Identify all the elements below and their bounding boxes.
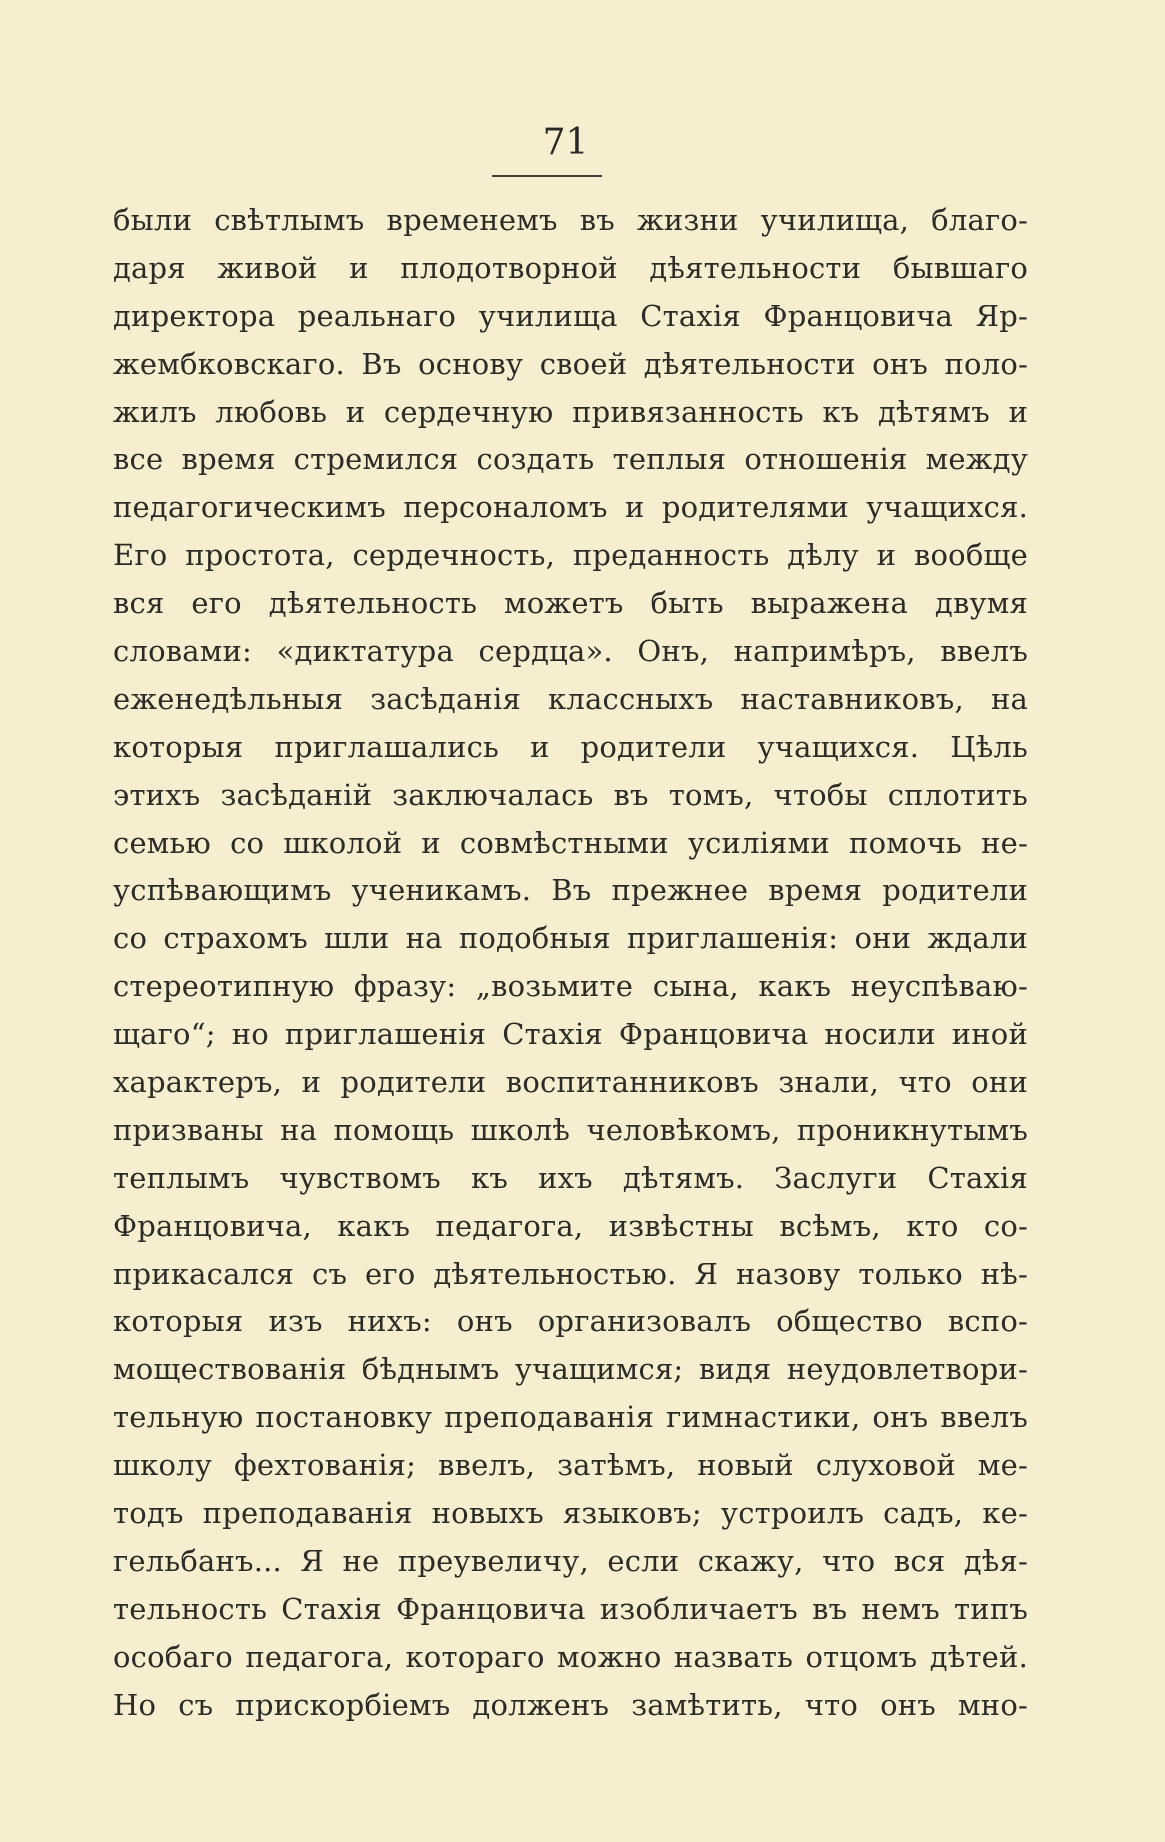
text-line: все время стремился создать теплыя отношенія между xyxy=(113,442,1028,477)
text-line: жилъ любовь и сердечную привязанность къ дѣтямъ и xyxy=(113,394,1028,429)
text-line: еженедѣльныя засѣданія классныхъ наставниковъ, на xyxy=(113,681,1028,716)
header-rule xyxy=(492,175,602,177)
text-line: этихъ засѣданій заключалась въ томъ, чтобы сплотить xyxy=(113,777,1028,812)
text-line: даря живой и плодотворной дѣятельности бывшаго xyxy=(113,250,1028,285)
text-line: характеръ, и родители воспитанниковъ знали, что они xyxy=(113,1065,1028,1100)
text-line: Его простота, сердечность, преданность дѣлу и вообще xyxy=(113,538,1028,573)
text-line: словами: «диктатура сердца». Онъ, напримѣръ, ввелъ xyxy=(113,634,1028,669)
text-line: которыя изъ нихъ: онъ организовалъ общество вспо- xyxy=(113,1304,1028,1339)
text-line: теплымъ чувствомъ къ ихъ дѣтямъ. Заслуги Стахія xyxy=(113,1160,1028,1195)
text-line: со страхомъ шли на подобныя приглашенія: они ждали xyxy=(113,921,1028,956)
text-line: директора реальнаго училища Стахія Францовича Яр- xyxy=(113,298,1028,333)
text-line: были свѣтлымъ временемъ въ жизни училища, благо- xyxy=(113,203,1028,237)
text-line: моществованія бѣднымъ учащимся; видя неудовлетвори- xyxy=(113,1352,1028,1387)
text-line: педагогическимъ персоналомъ и родителями учащихся. xyxy=(113,490,1028,525)
text-line: особаго педагога, котораго можно назвать отцомъ дѣтей. xyxy=(113,1639,1028,1674)
body-text xyxy=(113,197,1028,1730)
page-number: 71 xyxy=(542,122,589,163)
text-line: вся его дѣятельность можетъ быть выражена двумя xyxy=(113,586,1028,621)
text-line: жембковскаго. Въ основу своей дѣятельности онъ поло- xyxy=(113,346,1028,381)
text-line: тодъ преподаванія новыхъ языковъ; устроилъ садъ, ке- xyxy=(113,1496,1028,1531)
text-line: призваны на помощь школѣ человѣкомъ, проникнутымъ xyxy=(113,1112,1028,1147)
text-line: стереотипную фразу: „возьмите сына, какъ неуспѣваю- xyxy=(113,969,1028,1004)
text-line: Францовича, какъ педагога, извѣстны всѣмъ, кто со- xyxy=(113,1208,1028,1243)
text-line: школу фехтованія; ввелъ, затѣмъ, новый слуховой ме- xyxy=(113,1448,1028,1483)
text-line: щаго“; но приглашенія Стахія Францовича носили иной xyxy=(113,1017,1028,1052)
text-line: прикасался съ его дѣятельностью. Я назову только нѣ- xyxy=(113,1256,1028,1291)
text-line: тельность Стахія Францовича изобличаетъ въ немъ типъ xyxy=(113,1591,1028,1626)
text-line: успѣвающимъ ученикамъ. Въ прежнее время родители xyxy=(113,873,1028,908)
text-line: гельбанъ... Я не преувеличу, если скажу, что вся дѣя- xyxy=(113,1543,1028,1578)
text-line: которыя приглашались и родители учащихся. Цѣль xyxy=(113,729,1028,764)
text-line: тельную постановку преподаванія гимнастики, онъ ввелъ xyxy=(113,1400,1028,1435)
text-line: семью со школой и совмѣстными усиліями помочь не- xyxy=(113,825,1028,860)
text-line: Но съ прискорбіемъ долженъ замѣтить, что онъ мно- xyxy=(113,1687,1028,1722)
